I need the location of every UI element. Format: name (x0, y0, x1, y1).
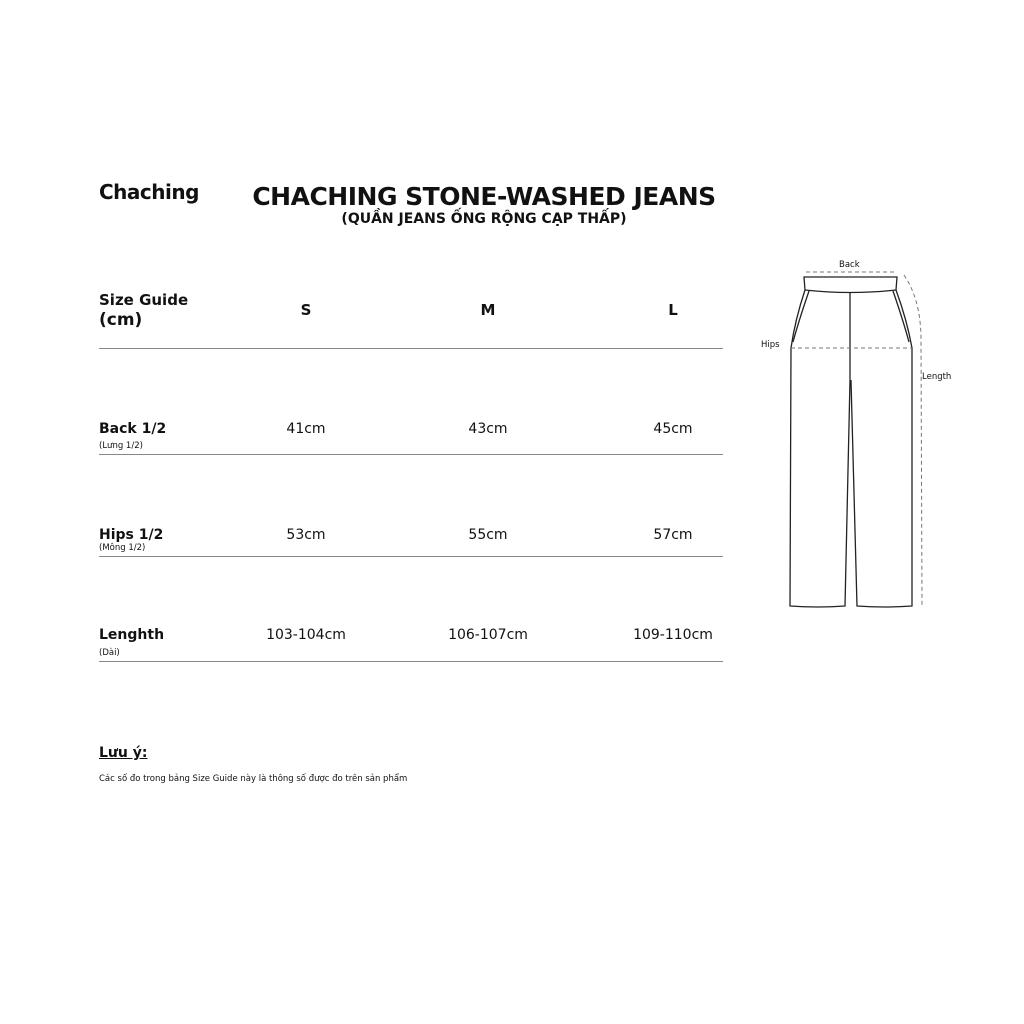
cell-back-m: 43cm (468, 421, 508, 437)
cell-length-s: 103-104cm (266, 627, 346, 643)
cell-hips-l: 57cm (653, 527, 693, 543)
header-unit: (cm) (99, 310, 143, 330)
size-header-m: M (480, 301, 496, 319)
cell-hips-s: 53cm (286, 527, 326, 543)
product-subtitle: (QUẦN JEANS ỐNG RỘNG CẠP THẤP) (341, 211, 627, 227)
note-title: Lưu ý: (99, 745, 148, 761)
diagram-label-length: Length (922, 372, 952, 382)
row-label-hips: Hips 1/2 (99, 527, 164, 543)
product-title: CHACHING STONE-WASHED JEANS (252, 182, 716, 211)
measure-lines (791, 272, 922, 605)
row-sublabel-hips: (Mông 1/2) (99, 543, 146, 553)
cell-back-s: 41cm (286, 421, 326, 437)
row-sublabel-length: (Dài) (99, 648, 120, 658)
cell-length-l: 109-110cm (633, 627, 713, 643)
diagram-label-hips: Hips (761, 340, 780, 350)
diagram-label-back: Back (839, 260, 860, 270)
header-label: Size Guide (99, 291, 189, 309)
row-sublabel-back: (Lưng 1/2) (99, 441, 143, 451)
note-text: Các số đo trong bảng Size Guide này là thông số được đo trên sản phẩm (99, 774, 408, 784)
size-header-s: S (300, 301, 312, 319)
row-label-length: Lenghth (99, 627, 165, 643)
cell-back-l: 45cm (653, 421, 693, 437)
row-label-back: Back 1/2 (99, 421, 167, 437)
pants-outline (790, 277, 912, 607)
size-header-l: L (668, 301, 678, 319)
cell-length-m: 106-107cm (448, 627, 528, 643)
brand-logo: Chaching (99, 180, 199, 204)
cell-hips-m: 55cm (468, 527, 508, 543)
